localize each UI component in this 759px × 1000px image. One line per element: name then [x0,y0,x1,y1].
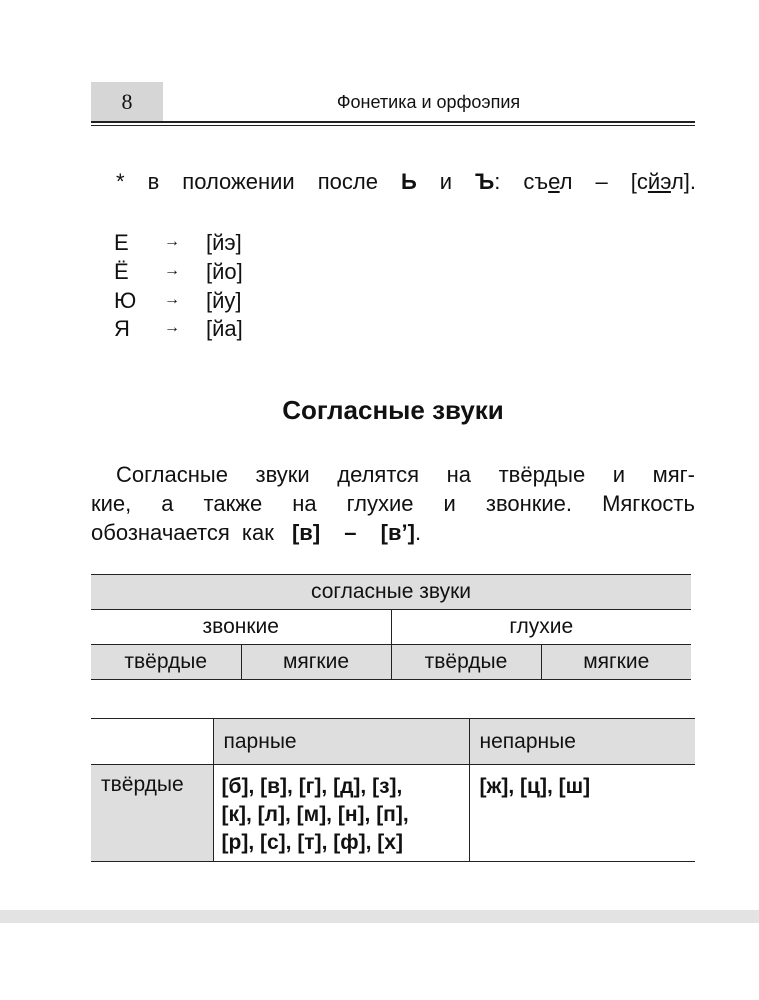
paragraph-word: глухие [346,491,414,516]
paragraph-word: Согласные [116,462,228,487]
soft-sign-letter: Ь [400,169,417,194]
note-dash: – [595,169,608,194]
vowel-letter: Е [114,230,129,255]
transcription-part: [с [630,169,648,194]
soft-notation: [в’] [380,520,415,545]
paragraph-word: и [443,491,456,516]
paragraph-word: на [446,462,472,487]
notation-dash: – [344,520,357,545]
paragraph-period: . [414,520,422,545]
arrow-icon: → [164,262,180,279]
note-word: и [439,169,453,194]
arrow-icon: → [164,233,180,250]
paragraph-word: звуки [255,462,310,487]
note-word: положении [182,169,295,194]
hard-notation: [в] [291,520,321,545]
group-voiced: звонкие [91,610,391,645]
paragraph-word: кие, [91,491,132,516]
paragraph-line-1 [116,460,695,489]
arrow-icon: → [164,291,180,308]
note-star: * [116,169,125,194]
note-colon: : [494,169,501,194]
header-empty [91,719,213,765]
example-underlined: е [548,169,560,194]
example-part: съ [523,169,549,194]
running-title: Фонетика и орфоэпия [336,91,521,112]
paired-line: [б], [в], [г], [д], [з], [221,775,403,798]
section-title: Согласные звуки [282,395,504,425]
unpaired-consonants-cell: [ж], [ц], [ш] [469,765,695,862]
header-unpaired: непарные [469,719,695,765]
paragraph-word: твёрдые [498,462,586,487]
page-number: 8 [91,82,163,122]
paragraph-word: звонкие. [485,491,573,516]
table-title-cell: согласные звуки [91,575,691,610]
example-word [523,169,572,195]
paragraph-word: и [612,462,626,487]
paragraph-line-3 [91,518,695,547]
hard-sign-group [475,169,500,195]
vowel-sound: [йэ] [206,230,242,255]
paired-consonants-cell [213,765,469,862]
paragraph-word: на [292,491,317,516]
paragraph-word: делятся [337,462,420,487]
vowel-letter: Ё [114,259,129,284]
row-label-hard: твёрдые [91,765,213,862]
transcription-part: л]. [670,169,696,194]
footer-band [0,910,759,923]
sub-soft: мягкие [241,645,391,680]
header-paired: парные [213,719,469,765]
example-transcription [631,169,696,195]
note-word: после [317,169,378,194]
sub-hard: твёрдые [391,645,541,680]
paragraph-word: мяг- [652,462,695,487]
header-rule-thick [91,121,695,123]
note-line [116,169,696,195]
vowel-sound: [йо] [206,259,243,284]
sub-hard: твёрдые [91,645,241,680]
vowel-letter: Я [114,316,130,341]
consonants-classification-table [91,574,691,680]
vowel-sound: [йу] [206,288,242,313]
hard-sign-letter: Ъ [475,169,495,194]
paired-consonants-table [91,718,695,862]
paragraph-text: обозначается как [91,520,274,545]
paragraph-line-2 [91,489,695,518]
note-word: в [147,169,160,194]
paired-line: [к], [л], [м], [н], [п], [221,803,409,826]
group-voiceless: глухие [391,610,691,645]
sub-soft: мягкие [541,645,691,680]
header-rule-thin [91,125,695,126]
paragraph-word: Мягкость [602,491,695,516]
paragraph-word: также [203,491,263,516]
example-part: л [559,169,573,194]
paragraph-word: а [161,491,174,516]
arrow-icon: → [164,319,180,336]
vowel-letter: Ю [114,288,137,313]
vowel-sound: [йа] [206,316,243,341]
transcription-underlined: йэ [647,169,671,194]
paired-line: [р], [с], [т], [ф], [х] [221,831,403,854]
